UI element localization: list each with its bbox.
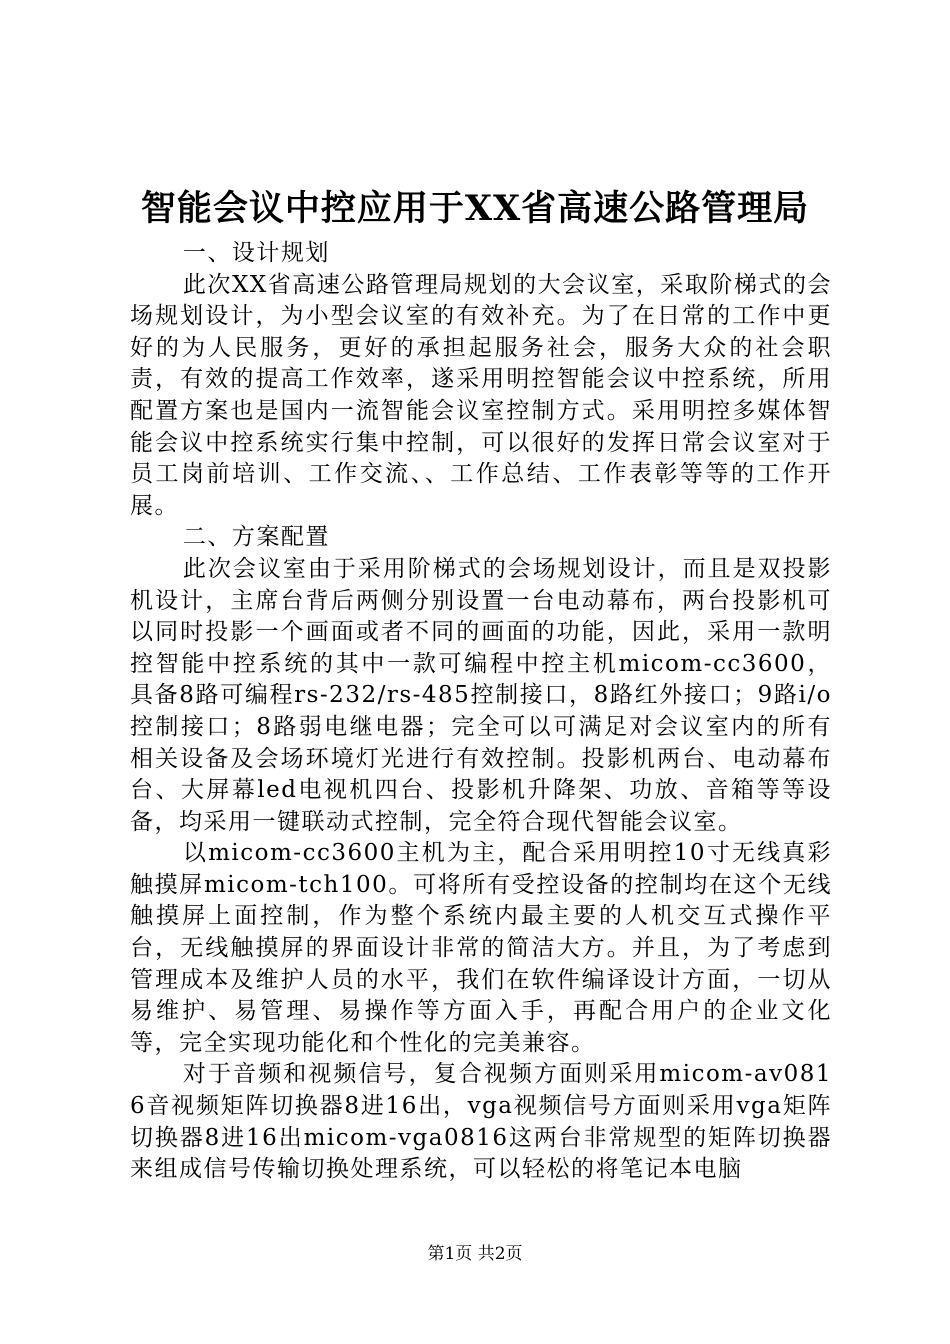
paragraph-matrix-switcher: 对于音频和视频信号，复合视频方面则采用micom-av0816音视频矩阵切换器8进16出，vga视频信号方面则采用vga矩阵切换器8进16出micom-vga0816这两台非常规型的矩阵切换器来组成信号传输切换处理系统，可以轻松的将笔记本电脑 (130, 1061, 832, 1183)
document-title: 智能会议中控应用于XX省高速公路管理局 (140, 188, 810, 229)
section-heading-config: 二、方案配置 (182, 524, 330, 551)
page-footer: 第1页 共2页 (427, 1244, 523, 1264)
document-body (130, 238, 832, 1186)
section-heading-design: 一、设计规划 (182, 240, 330, 266)
paragraph-design-description: 此次XX省高速公路管理局规划的大会议室，采取阶梯式的会场规划设计，为小型会议室的有效补充。为了在日常的工作中更好的为人民服务，更好的承担起服务社会，服务大众的社会职责，有效的提高工作效率，遂采用明控智能会议中控系统，所用配置方案也是国内一流智能会议室控制方式。采用明控多媒体智能会议中控系统实行集中控制，可以很好的发挥日常会议室对于员工岗前培训、工作交流、、工作总结、工作表彰等等的工作开展。 (130, 271, 832, 519)
paragraph-config-description: 此次会议室由于采用阶梯式的会场规划设计，而且是双投影机设计，主席台背后两侧分别设置一台电动幕布，两台投影机可以同时投影一个画面或者不同的画面的功能，因此，采用一款明控智能中控系统的其中一款可编程中控主机micom-cc3600，具备8路可编程rs-232/rs-485控制接口，8路红外接口；9路i/o控制接口；8路弱电继电器；完全可以可满足对会议室内的所有相关设备及会场环境灯光进行有效控制。投影机两台、电动幕布台、大屏幕led电视机四台、投影机升降架、功放、音箱等等设备，均采用一键联动式控制，完全符合现代智能会议室。 (130, 555, 832, 835)
paragraph-touchscreen: 以micom-cc3600主机为主，配合采用明控10寸无线真彩触摸屏micom-tch100。可将所有受控设备的控制均在这个无线触摸屏上面控制，作为整个系统内最主要的人机交互式操作平台，无线触摸屏的界面设计非常的简洁大方。并且，为了考虑到管理成本及维护人员的水平，我们在软件编译设计方面，一切从易维护、易管理、易操作等方面入手，再配合用户的企业文化等，完全实现功能化和个性化的完美兼容。 (130, 840, 832, 1056)
